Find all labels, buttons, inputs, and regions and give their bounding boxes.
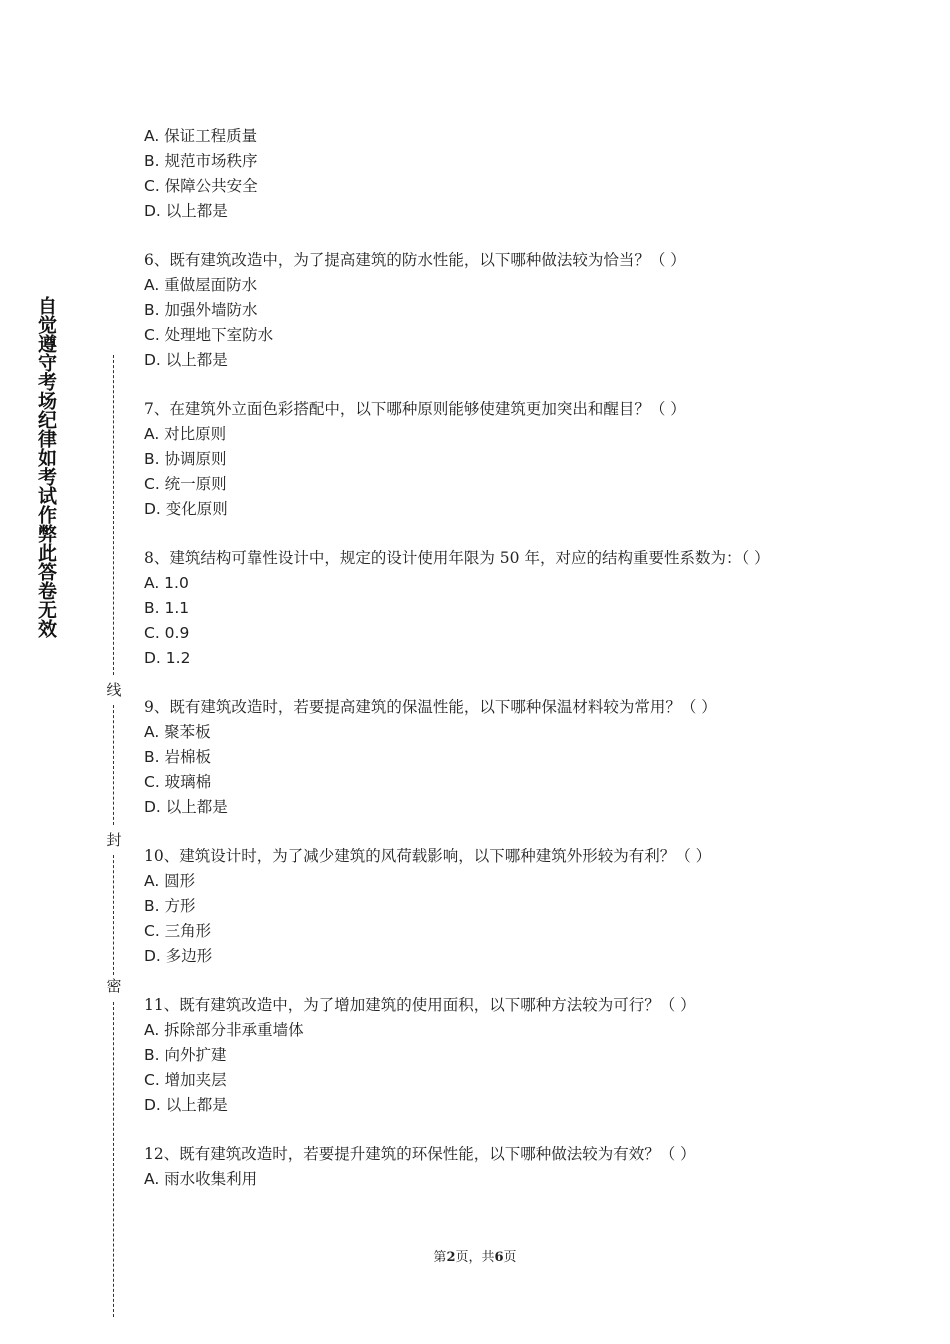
option-d: D. 以上都是: [144, 1096, 228, 1114]
question-block-9: [144, 695, 804, 820]
footer-prefix: 第: [433, 1250, 447, 1265]
total-page-number: 6: [494, 1250, 504, 1265]
option-b: B. 加强外墙防水: [144, 301, 258, 319]
question-block-5: [144, 124, 804, 224]
seal-line-segment: [113, 855, 114, 975]
option-d: D. 1.2: [144, 649, 191, 667]
option-d: D. 多边形: [144, 947, 213, 965]
question-text: 11、既有建筑改造中，为了增加建筑的使用面积，以下哪种方法较为可行？（ ）: [144, 996, 696, 1014]
question-list: [144, 124, 804, 1216]
option-a: A. 1.0: [144, 574, 189, 592]
option-c: C. 玻璃棉: [144, 773, 212, 791]
question-text: 12、既有建筑改造时，若要提升建筑的环保性能，以下哪种做法较为有效？（ ）: [144, 1145, 696, 1163]
option-a: A. 拆除部分非承重墙体: [144, 1021, 304, 1039]
question-block-8: [144, 546, 804, 671]
seal-line-segment: [113, 705, 114, 825]
question-text: 10、建筑设计时，为了减少建筑的风荷载影响，以下哪种建筑外形较为有利？（ ）: [144, 847, 712, 865]
question-block-10: [144, 844, 804, 969]
seal-line-segment: [113, 355, 114, 675]
option-a: A. 保证工程质量: [144, 127, 258, 145]
option-b: B. 协调原则: [144, 450, 227, 468]
option-c: C. 处理地下室防水: [144, 326, 274, 344]
seal-word-mi: 密: [106, 977, 122, 995]
option-c: C. 0.9: [144, 624, 190, 642]
option-b: B. 方形: [144, 897, 196, 915]
option-b: B. 向外扩建: [144, 1046, 227, 1064]
option-b: B. 规范市场秩序: [144, 152, 258, 170]
seal-line-segment: [113, 1002, 114, 1317]
exam-discipline-warning: 自觉遵守考场纪律如考试作弊此答卷无效: [35, 296, 57, 638]
seal-word-feng: 封: [106, 831, 122, 849]
option-a: A. 对比原则: [144, 425, 227, 443]
footer-suffix: 页: [503, 1250, 517, 1265]
option-c: C. 统一原则: [144, 475, 227, 493]
seal-word-xian: 线: [106, 681, 122, 699]
option-d: D. 以上都是: [144, 351, 228, 369]
option-a: A. 聚苯板: [144, 723, 211, 741]
question-block-7: [144, 397, 804, 522]
option-d: D. 变化原则: [144, 500, 228, 518]
question-block-6: [144, 248, 804, 373]
question-block-12: [144, 1142, 804, 1192]
question-text: 7、在建筑外立面色彩搭配中，以下哪种原则能够使建筑更加突出和醒目？（ ）: [144, 400, 686, 418]
question-text: 9、既有建筑改造时，若要提高建筑的保温性能，以下哪种保温材料较为常用？（ ）: [144, 698, 717, 716]
option-c: C. 保障公共安全: [144, 177, 258, 195]
option-b: B. 岩棉板: [144, 748, 211, 766]
page-footer: [0, 1246, 950, 1265]
option-a: A. 重做屋面防水: [144, 276, 258, 294]
option-b: B. 1.1: [144, 599, 190, 617]
footer-mid: 页，共: [455, 1250, 495, 1265]
question-block-11: [144, 993, 804, 1118]
option-d: D. 以上都是: [144, 202, 228, 220]
option-c: C. 增加夹层: [144, 1071, 227, 1089]
option-d: D. 以上都是: [144, 798, 228, 816]
option-a: A. 圆形: [144, 872, 196, 890]
current-page-number: 2: [446, 1250, 456, 1265]
option-c: C. 三角形: [144, 922, 212, 940]
question-text: 8、建筑结构可靠性设计中，规定的设计使用年限为 50 年，对应的结构重要性系数为：（ ）: [144, 549, 770, 567]
question-text: 6、既有建筑改造中，为了提高建筑的防水性能，以下哪种做法较为恰当？（ ）: [144, 251, 686, 269]
option-a: A. 雨水收集利用: [144, 1170, 258, 1188]
